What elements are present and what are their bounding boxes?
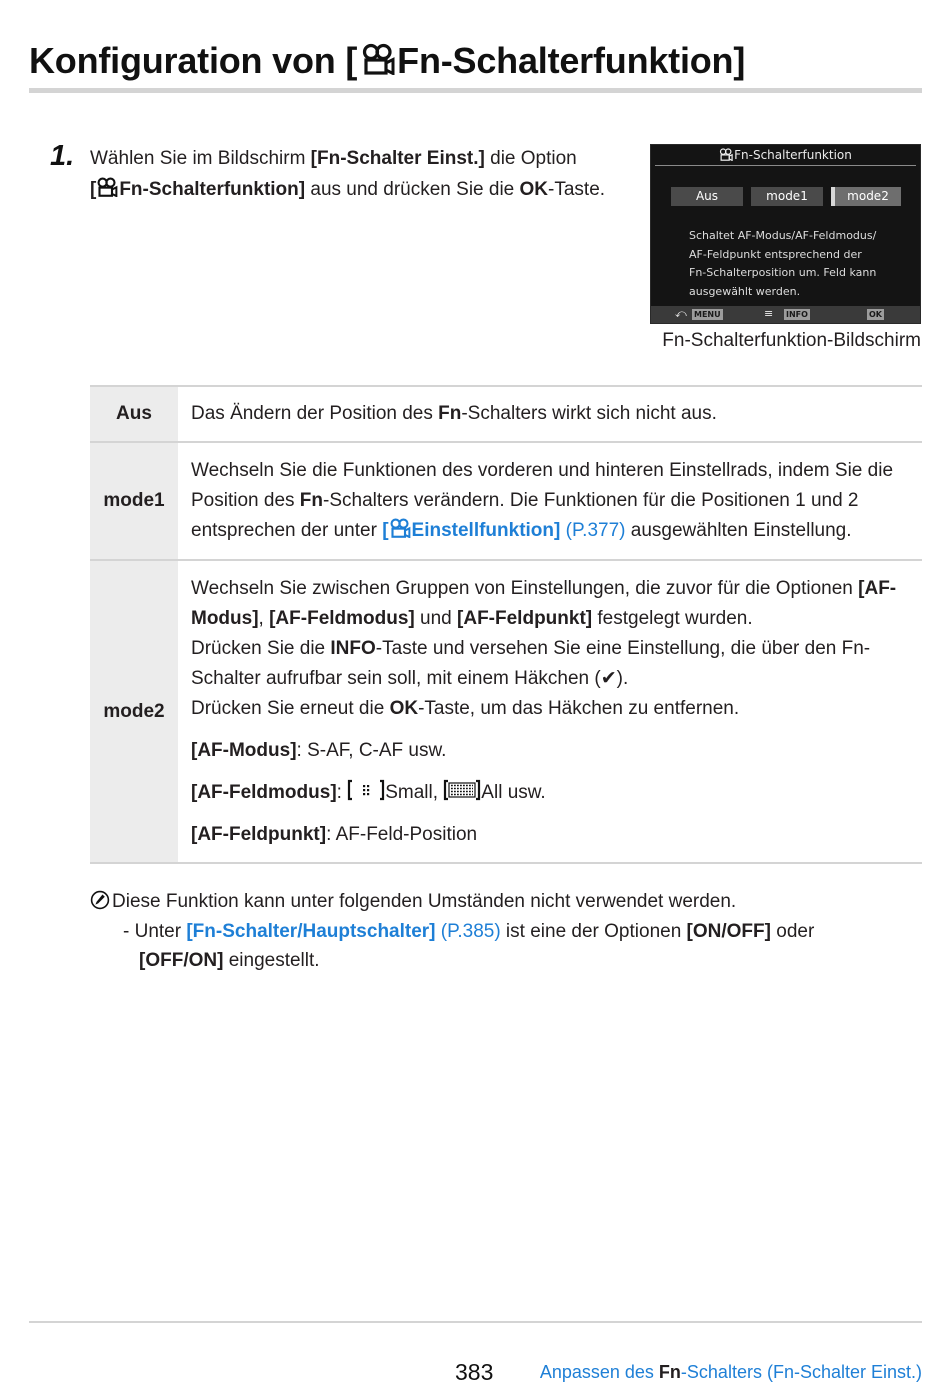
note-text: eingestellt. [223,950,320,971]
link-text: [Fn-Schalter/Hauptschalter] [186,920,436,942]
einstellfunktion-link[interactable] [382,520,625,541]
desc-text: ausgewählten Einstellung. [625,520,852,541]
note-text: Diese Funktion kann unter folgenden Umständen nicht verwendet werden. [112,891,737,912]
option-name: Fn-Schalterfunktion] [119,179,306,200]
screen-description-line: Fn-Schalterposition um. Feld kann [689,266,877,279]
af-feldmodus-label: [AF-Feldmodus] [191,781,337,803]
ok-key: OK [519,179,549,200]
note-block [90,887,922,976]
link-text: Einstellfunktion] [411,520,561,541]
desc-text: Wechseln Sie zwischen Gruppen von Einstellungen, die zuvor für die Optionen [191,577,859,599]
af-feldpunkt-line [191,820,910,850]
desc-paragraph [191,694,910,724]
page-reference: (P.385) [435,920,501,942]
movie-camera-icon [361,43,395,75]
screen-description-line: AF-Feldpunkt entsprechend der [689,247,862,261]
title-suffix: Fn-Schalterfunktion] [397,40,746,81]
af-small-target-icon [347,779,385,801]
desc-text: -Taste und versehen Sie eine Einstellung, die über den Fn-Schalter aufrufbar sein soll, mit einem Häkchen ( [191,637,871,689]
bracket: [ [90,179,97,200]
step-text: die Option [484,148,577,169]
page-number: 383 [455,1359,494,1385]
note-line [90,887,922,917]
screen-description-line: Schaltet AF-Modus/AF-Feldmodus/ [689,229,877,242]
title-divider [29,88,922,93]
af-feldpunkt-value: : AF-Feld-Position [326,823,478,845]
screen-description [689,227,914,301]
step-text: aus und drücken Sie die [305,179,520,200]
screen-option-aus[interactable]: Aus [671,187,743,206]
note-pen-icon [90,890,110,910]
desc-paragraph [191,634,910,694]
option-description [178,560,922,863]
step-number: 1. [50,140,75,172]
desc-text: -Schalters wirkt sich nicht aus. [461,403,717,424]
af-small-text: Small, [385,781,444,803]
fn-key: Fn [658,1362,681,1382]
screen-divider [655,165,916,166]
table-row [90,386,922,442]
footer-divider [29,1321,922,1323]
footer-text: -Schalters (Fn-Schalter Einst.) [680,1362,922,1382]
title-prefix: Konfiguration von [ [29,40,358,81]
desc-text: Das Ändern der Position des [191,403,439,424]
table-row [90,442,922,560]
screen-caption: Fn-Schalterfunktion-Bildschirm [662,330,921,351]
bracket: [ [382,520,389,541]
af-modus-label: [AF-Modus] [191,739,297,761]
fn-key: Fn [299,490,324,511]
table-row [90,560,922,863]
af-all-text: All usw. [481,781,546,803]
info-key: INFO [330,637,376,659]
movie-camera-icon [389,518,411,538]
desc-text: Wechseln Sie die Funktionen des vorderen und hinteren Einstellrads, indem Sie die Position des [191,460,894,511]
screen-title-text: Fn-Schalterfunktion [734,148,852,162]
desc-text: , [258,607,270,629]
fn-key: Fn [438,403,462,424]
options-table [90,385,922,864]
af-modus-line [191,736,910,766]
settings-list-icon: ≡ [764,307,774,320]
option-key: Aus [90,386,178,442]
desc-text: -Taste, um das Häkchen zu entfernen. [418,697,740,719]
screen-title [651,148,920,162]
desc-text: Drücken Sie die [191,637,331,659]
screen-description-line: ausgewählt werden. [689,284,801,298]
on-off-option: [ON/OFF] [686,920,771,942]
af-feldmodus-line [191,778,910,808]
desc-text: -Schalters verändern. Die Funktionen für die Positionen 1 und 2 entsprechen der unter [191,490,859,541]
desc-text: und [414,607,458,629]
menu-name: [Fn-Schalter Einst.] [310,148,485,169]
menu-button-label: MENU [694,310,721,319]
movie-camera-icon [96,177,118,197]
af-all-target-icon [443,779,481,801]
desc-text: : [336,781,348,803]
page-title [29,40,745,82]
ok-key: OK [389,697,419,719]
note-sub-item [90,917,922,976]
desc-paragraph [191,574,910,634]
desc-text: festgelegt wurden. [592,607,753,629]
af-modus-term: [AF-Modus] [191,577,897,629]
footer-text: Anpassen des [539,1362,659,1382]
info-button-label: INFO [786,310,808,319]
step-instruction [90,143,640,205]
screen-option-mode2[interactable]: mode2 [831,187,901,206]
af-modus-value: : S-AF, C-AF usw. [296,739,447,761]
note-text: Unter [134,920,187,942]
step-text: Wählen Sie im Bildschirm [90,148,311,169]
af-feldpunkt-label: [AF-Feldpunkt] [191,823,327,845]
af-feldmodus-term: [AF-Feldmodus] [269,607,415,629]
ok-button-label: OK [869,310,882,319]
page-reference: (P.377) [560,520,626,541]
screen-button-bar [651,306,920,323]
footer-section-link[interactable] [540,1362,922,1383]
step-text: -Taste. [548,179,606,200]
af-feldpunkt-term: [AF-Feldpunkt] [457,607,593,629]
fn-hauptschalter-link[interactable] [186,921,500,942]
option-description [178,386,922,442]
movie-camera-icon [719,148,733,161]
note-text: oder [770,920,815,942]
desc-text: ). [616,667,629,689]
note-text: ist eine der Optionen [500,920,687,942]
screen-option-mode1[interactable]: mode1 [751,187,823,206]
checkmark-icon: ✔ [600,667,617,689]
desc-text: Drücken Sie erneut die [191,697,390,719]
back-arrow-icon: ⤺ [675,307,687,320]
option-key: mode2 [90,560,178,863]
dash: - [123,920,135,942]
camera-screen [650,144,921,324]
option-description [178,442,922,560]
off-on-option: [OFF/ON] [139,950,224,971]
option-key: mode1 [90,442,178,560]
